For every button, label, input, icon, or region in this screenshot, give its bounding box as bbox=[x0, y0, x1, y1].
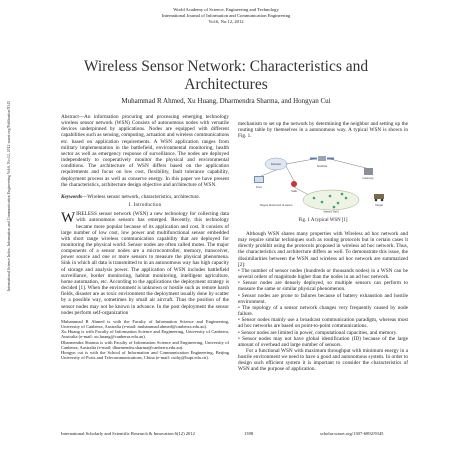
sensor-field bbox=[303, 190, 359, 210]
bullet-5: • Sensor nodes mainly use a broadcast communication paradigm, whereas most ad hoc networks are based on point-to-point communications. bbox=[238, 317, 408, 330]
bullet-6: • Sensor nodes are limited in power, computational capacities, and memory. bbox=[238, 329, 398, 336]
right-paragraph-2: For a functional WSN with maximum throughput with minimum energy in a hostile environment we need to have a good and autonomous system. In order to design such efficient system it is important to consider the characteristics of WSN and the purpose of application. bbox=[238, 347, 408, 373]
title-line-1: Wireless Sensor Network: Characteristics and bbox=[83, 58, 369, 75]
user-label: User bbox=[255, 185, 263, 189]
footnote-2: Xu Huang is with Faculty of Information Science and Engineering, University of Canberra, Australia (e-mail: xu.huang@canberra.edu.au). bbox=[61, 329, 229, 340]
target-label: Target bbox=[374, 203, 384, 207]
abstract: Abstract—An information procuring and processing emerging technology wireless sensor network (WSN) Consists of autonomous nodes with versatile devices underpinned by applications. Nodes are equipped with different capabilities such as sensing, computing, actuation and wireless communications etc. based on application requirements. A WSN application ranges from military implementation in the battlefield, environmental monitoring, health sector as well as emergency response of surveillance. The nodes are deployed independently to cooperatively monitor the physical and environmental conditions. The architecture of WSN differs based on the application requirements and focus on low cost, flexibility, fault tolerance capability, deployment process as well as conserve energy. In this paper we have present the characteristics, architecture design objective and architecture of WSN. bbox=[61, 114, 229, 188]
figure-caption: Fig. 1 A typical WSN [1] bbox=[298, 218, 348, 223]
footer-left: International Scholarly and Scientific Research & Innovation 6(12) 2012 bbox=[61, 431, 195, 436]
sink-icon bbox=[291, 181, 297, 187]
side-index-strip bbox=[5, 86, 13, 306]
author-line: Muhammad R Ahmed, Xu Huang, Dharmendra Sharma, and Hongyan Cui bbox=[121, 97, 331, 105]
right-column-body bbox=[238, 231, 408, 373]
footnote-3: Dharmendra Sharma is with Faculty of Information Science and Engineering, University of Canberra, Australia (e-mail: dharmendra.sharma@canberra.edu.au). bbox=[61, 339, 229, 350]
keywords bbox=[61, 194, 229, 200]
footnote-1: Muhammad R Ahmed is with the Faculty of Information Science and Engineering, University of Canberra, Australia (e-mail: muhammad.ahmed@canberra.edu.au). bbox=[61, 318, 229, 330]
internet-label: Internet bbox=[271, 162, 281, 166]
drop-cap: W bbox=[61, 210, 76, 227]
satellite-label: Satellite bbox=[316, 164, 328, 168]
bullet-4: • The topology of a sensor network changes very frequently caused by node failure. bbox=[238, 304, 408, 318]
left-column bbox=[61, 114, 229, 360]
journal-header-line1: World Academy of Science, Engineering and Technology bbox=[173, 7, 279, 12]
bullet-2: • Sensor nodes are densely deployed, so multiple sensors can perform to measure the same or similar physical phenomenon. bbox=[238, 280, 408, 293]
sensor-field-label: Sensor field bbox=[323, 209, 339, 214]
wsn-figure bbox=[246, 154, 406, 214]
journal-header-line2: International Journal of Information and Communication Engineering bbox=[161, 13, 291, 18]
paper-title bbox=[40, 58, 412, 94]
intro-text: IRELESS sensor network (WSN) a new technology for collecting data with autonomous sensors has emerged. Recently, this technology became more popular because of its application and cost. It consists of large number of low cost, low power and multifunctional sensor embedded with short range wireless communication capability that are deployed for monitoring the physical world. Sensor nodes are often called motes. The major components of a sensor nodes are a microcontroller, memory, transceiver, power source and one or more sensors to measure the physical phenomena. Sink in which all data is transmitted to in an autonomous way has high capacity of storage and analysis power. The application of WSN includes battlefield surveillance, border monitoring, habitat monitoring, intelligent agriculture, home automation, etc. According to the applications the deployment strategy is decided [1]. When the environment is unknown or hostile such as remote harsh fields, disaster are as toxic environment the deployment usually done by scatter by a possible way, sometimes by small air aircraft. Thus the position of the sensor nodes may not be known in advance. In the post deployment the sensor nodes perform self-organization bbox=[61, 211, 229, 316]
gateway-label: Gateway bbox=[362, 176, 374, 180]
journal-header-line3: Vol:6, No:12, 2012 bbox=[208, 19, 244, 24]
user-computer-icon bbox=[254, 176, 264, 183]
keywords-label: Keywords bbox=[61, 193, 82, 200]
gateway-icon bbox=[364, 168, 373, 175]
keywords-text: —Wireless sensor network, characteristics, architecture. bbox=[82, 193, 201, 200]
section-heading-introduction: I. Introduction bbox=[128, 203, 162, 209]
bullet-7: • Sensor nodes may not have global identification (ID) because of the large amount of overhead and large number of sensors. bbox=[238, 335, 408, 348]
sink-label: Sink bbox=[291, 189, 297, 193]
right-paragraph-1: Although WSN shares many properties with Wireless ad hoc network and may require similar techniques such as routing protocols but in certain cases it directly prohibit using the protocols proposed in wireless ad hoc network. Thus, the characteristics and architecture differs as well. To demonstrate this issue, the dissimilarities between the WSN and wireless ad hoc network are summarized [2]: bbox=[238, 231, 408, 268]
side-index-text: International Science Index, Information and Communication Engineering Vol:6, No:12, 2012 waset.org/Publication/9345 bbox=[7, 100, 11, 292]
footnote-4: Hongyn cui is with the School of Information and Communication Engineering, Beijing University of Posts and Telecommunications, China (e-mail: cuihy@bupt.edu.cn). bbox=[61, 350, 229, 361]
monitoring-label: Targets monitored in sensor bbox=[259, 203, 293, 207]
footer-right: scholar.waset.org/1307-6892/9345 bbox=[320, 431, 384, 436]
page-number: 1398 bbox=[244, 431, 254, 436]
right-column-intro: mechanism to set up the network by determining the neighbor and setting up the routing table by themselves in a autonomous way. A typical WSN is shown in Fig. 1. bbox=[238, 121, 408, 140]
bullet-1: • The number of sensor nodes (hundreds or thousands nodes) in a WSN can be several orders of magnitude higher than the nodes in an ad hoc network. bbox=[238, 267, 408, 281]
bullet-3: • Sensor nodes are prone to failures because of battery exhaustion and hostile environment. bbox=[238, 292, 408, 305]
intro-paragraph bbox=[61, 211, 229, 316]
title-line-2: Architectures bbox=[184, 76, 268, 93]
